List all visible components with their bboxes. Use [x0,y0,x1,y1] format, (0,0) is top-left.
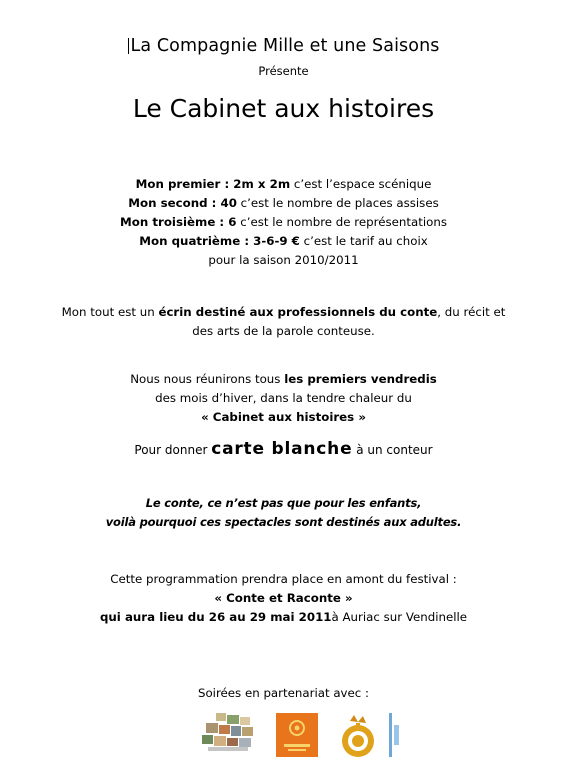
conte-paragraph [20,494,547,532]
tout-line-1 [20,303,547,322]
tout-suffix: , du récit et [437,305,506,319]
orange-square-logo [276,713,318,757]
riddle-line-2-bold: Mon second : 40 [128,196,237,210]
company-name [0,36,567,56]
reunion-prefix: Nous nous réunirons tous [130,372,285,386]
partner-logos [0,713,567,763]
riddle-line-3-bold: Mon troisième : 6 [120,215,237,229]
riddle-line-4-bold: Mon quatrième : 3-6-9 € [139,234,300,248]
riddle-block [0,175,567,270]
prog-festival-name: « Conte et Raconte » [214,591,353,605]
page-title: Le Cabinet aux histoires [132,94,435,123]
tout-paragraph [20,303,547,341]
riddle-line-3-rest: c’est le nombre de représentations [236,215,447,229]
carte-big-text: carte blanche [211,439,353,459]
presents-label: Présente [258,64,309,78]
riddle-line-2 [0,194,567,213]
carte-prefix: Pour donner [134,443,212,457]
carte-suffix: à un conteur [352,443,433,457]
riddle-line-5: pour la saison 2010/2011 [208,253,359,267]
tout-prefix: Mon tout est un [61,305,159,319]
prog-line-1: Cette programmation prendra place en amont du festival : [110,572,457,586]
prog-dates: qui aura lieu du 26 au 29 mai 2011 [99,610,332,624]
riddle-line-4-rest: c’est le tarif au choix [299,234,428,248]
prog-line-3 [20,608,547,627]
riddle-line-1-rest: c’est l’espace scénique [290,177,432,191]
reunion-paragraph [20,370,547,427]
tout-bold: écrin destiné aux professionnels du conte [158,305,438,319]
reunion-line-2: des mois d’hiver, dans la tendre chaleur du [155,391,412,405]
reunion-line-3-bold: « Cabinet aux histoires » [201,410,366,424]
conte-line-1: Le conte, ce n’est pas que pour les enfants, [145,496,422,510]
riddle-line-2-rest: c’est le nombre de places assises [236,196,439,210]
golden-figure-logo [336,713,380,757]
conte-line-2: voilà pourquoi ces spectacles sont destinés aux adultes. [105,515,462,529]
riddle-line-3 [0,213,567,232]
riddle-line-1-bold: Mon premier : 2m x 2m [135,177,291,191]
partners-label: Soirées en partenariat avec : [197,686,370,700]
prog-place: à Auriac sur Vendinelle [331,610,468,624]
carte-line [20,440,547,460]
carte-paragraph [20,440,547,460]
riddle-line-1 [0,175,567,194]
blue-vertical-logo [389,713,401,757]
programmation-paragraph [20,570,547,627]
reunion-bold: les premiers vendredis [284,372,437,386]
reunion-line-3 [20,408,547,427]
prog-line-2 [20,589,547,608]
company-name-text: La Compagnie Mille et une Saisons [130,36,440,56]
tout-line-2: des arts de la parole conteuse. [192,324,375,338]
riddle-line-4 [0,232,567,251]
reunion-line-1 [20,370,547,389]
text-cursor [128,38,129,54]
collage-logo [200,713,254,757]
